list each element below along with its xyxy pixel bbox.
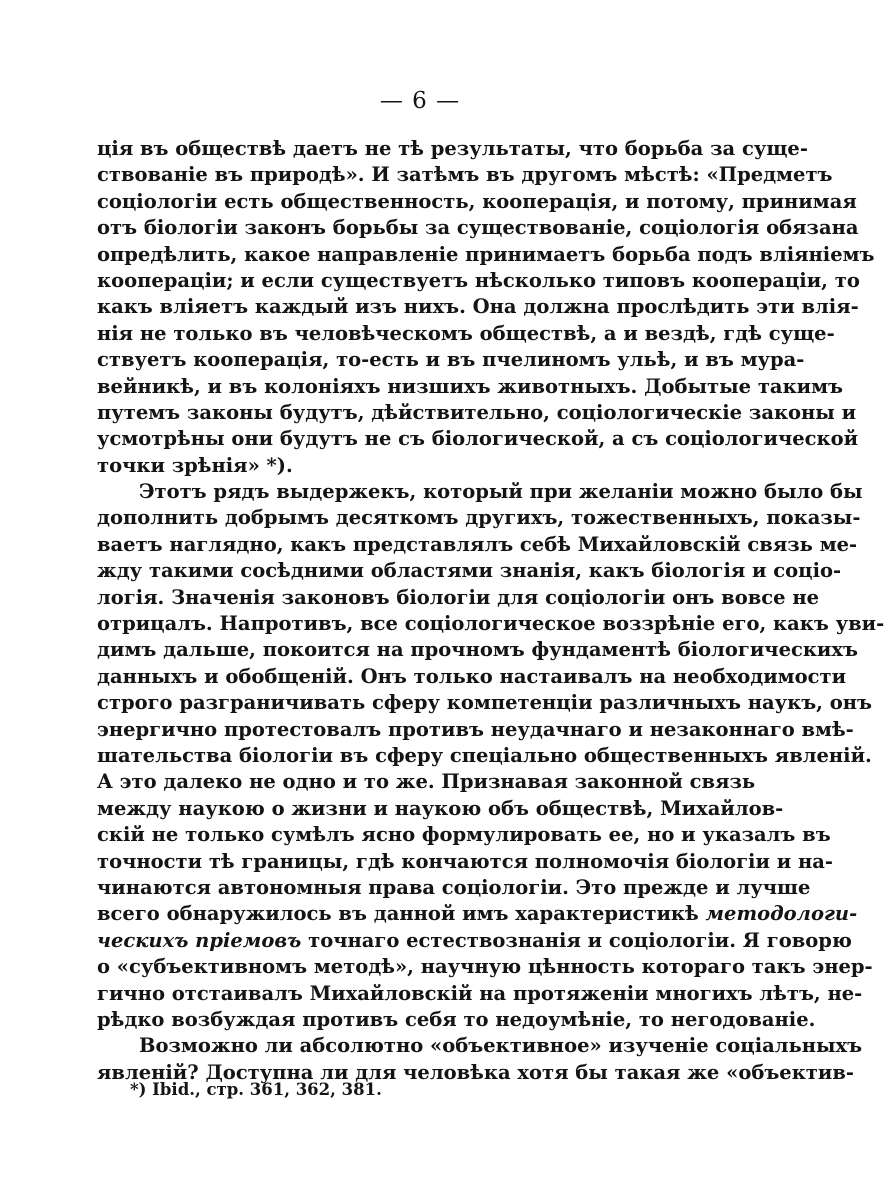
text-line: ція въ обществѣ даетъ не тѣ результаты, что борьба за суще- — [97, 137, 808, 160]
footnote: *) Ibid., стр. 361, 362, 381. — [130, 1080, 382, 1099]
text-line — [97, 928, 852, 954]
text-line: о «субъективномъ методѣ», научную цѣнность котораго такъ энер- — [97, 955, 873, 979]
text-line: какъ вліяетъ каждый изъ нихъ. Она должна прослѣдить эти влія- — [97, 295, 859, 319]
text-line: точности тѣ границы, гдѣ кончаются полномочія біологіи и на- — [97, 849, 833, 873]
text-line: дополнить добрымъ десяткомъ другихъ, тожественныхъ, показы- — [97, 506, 861, 530]
text-line: между наукою о жизни и наукою объ обществѣ, Михайлов- — [97, 796, 784, 820]
text-line: А это далеко не одно и то же. Признавая законной связь — [97, 770, 756, 794]
text-line: отъ біологіи законъ борьбы за существованіе, соціологія обязана — [97, 216, 859, 240]
paragraph — [97, 479, 884, 1033]
text-line: ваетъ наглядно, какъ представлялъ себѣ Михайловскій связь ме- — [97, 532, 858, 556]
text-line: строго разграничивать сферу компетенціи различныхъ наукъ, онъ — [97, 691, 872, 715]
text-line: жду такими сосѣдними областями знанія, какъ біологія и соціо- — [97, 559, 842, 583]
text-line: вейникѣ, и въ колоніяхъ низшихъ животныхъ. Добытые такимъ — [97, 374, 844, 398]
page-number: — 6 — — [379, 88, 461, 114]
text-line: нія не только въ человѣческомъ обществѣ, а и вездѣ, гдѣ суще- — [97, 321, 835, 345]
text-line: шательства біологіи въ сферу спеціально общественныхъ явленій. — [97, 743, 872, 767]
body-text — [97, 136, 884, 1086]
text-line: Возможно ли абсолютно «объективное» изученіе соціальныхъ — [139, 1034, 863, 1058]
emphasis-text: методологи- — [705, 902, 858, 926]
text-line: гично отстаивалъ Михайловскій на протяженіи многихъ лѣтъ, не- — [97, 981, 863, 1005]
text-line: путемъ законы будутъ, дѣйствительно, соціологическіе законы и — [97, 400, 857, 424]
text-line: усмотрѣны они будутъ не съ біологической, а съ соціологической — [97, 427, 859, 451]
text-fragment: всего обнаружилось въ данной имъ характеристикѣ — [97, 902, 699, 926]
text-line — [97, 901, 858, 927]
text-fragment: точнаго естествознанія и соціологіи. Я говорю — [308, 928, 852, 952]
text-line: явленій? Доступна ли для человѣка хотя бы такая же «объектив- — [97, 1060, 854, 1084]
text-line: димъ дальше, покоится на прочномъ фундаментѣ біологическихъ — [97, 638, 858, 662]
text-line: ствованіе въ природѣ». И затѣмъ въ другомъ мѣстѣ: «Предметъ — [97, 163, 833, 187]
paragraph — [97, 136, 875, 479]
text-line: отрицалъ. Напротивъ, все соціологическое воззрѣніе его, какъ уви- — [97, 612, 884, 636]
text-line: энергично протестовалъ противъ неудачнаго и незаконнаго вмѣ- — [97, 717, 854, 741]
emphasis-text: ческихъ пріемовъ — [97, 928, 302, 952]
text-line: коопераціи; и если существуетъ нѣсколько типовъ коопераціи, то — [97, 268, 860, 292]
text-line: соціологіи есть общественность, кооперація, и потому, принимая — [97, 189, 857, 213]
text-line: рѣдко возбуждая противъ себя то недоумѣніе, то негодованіе. — [97, 1007, 816, 1031]
text-line: скій не только сумѣлъ ясно формулировать ее, но и указалъ въ — [97, 823, 831, 847]
text-line: ствуетъ кооперація, то-есть и въ пчелиномъ ульѣ, и въ мура- — [97, 348, 805, 372]
text-line: точки зрѣнія» *). — [97, 453, 293, 477]
text-line: чинаются автономныя права соціологіи. Это прежде и лучше — [97, 875, 811, 899]
text-line: данныхъ и обобщеній. Онъ только настаивалъ на необходимости — [97, 664, 847, 688]
text-line: Этотъ рядъ выдержекъ, который при желаніи можно было бы — [139, 480, 863, 504]
text-line: опредѣлить, какое направленіе принимаетъ борьба подъ вліяніемъ — [97, 242, 875, 266]
text-line: логія. Значенія законовъ біологіи для соціологіи онъ вовсе не — [97, 585, 820, 609]
paragraph — [97, 1033, 863, 1086]
